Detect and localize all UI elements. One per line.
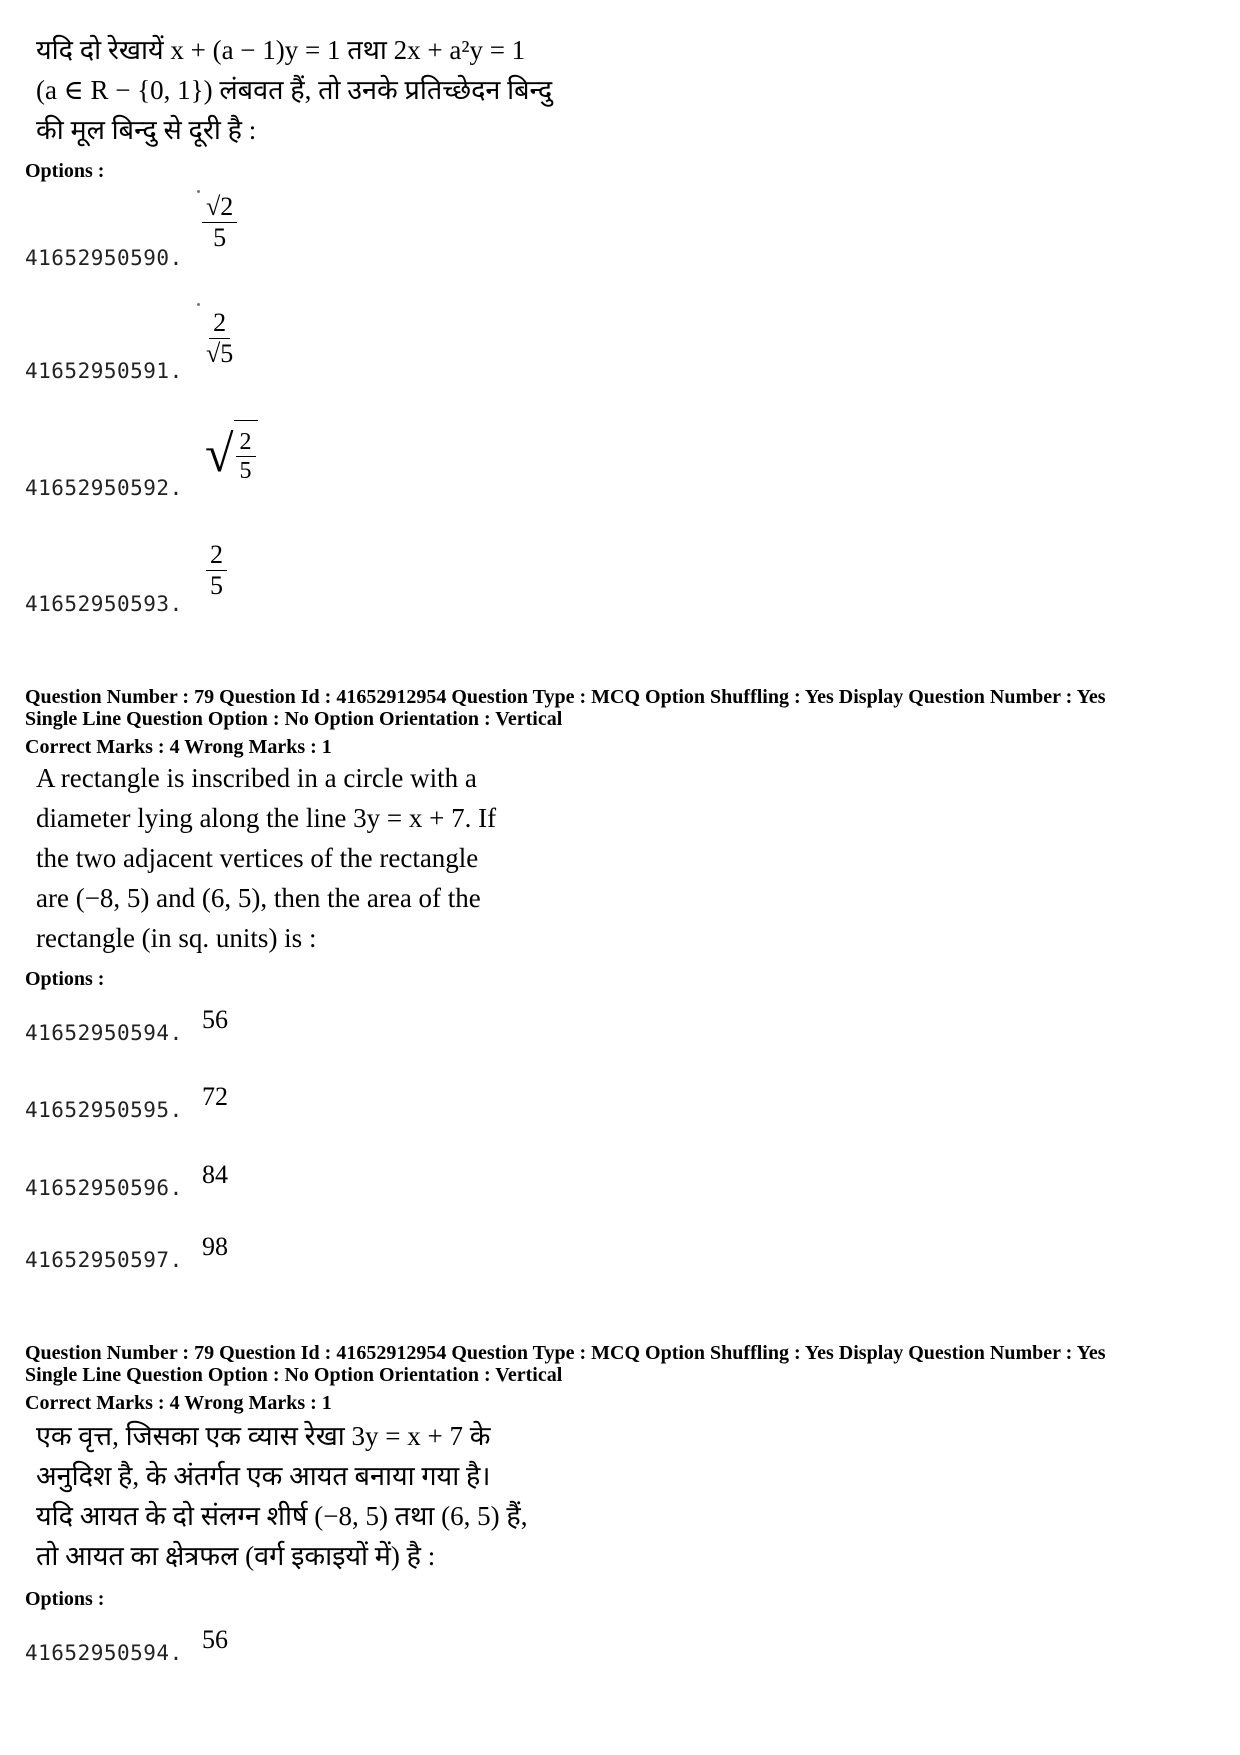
- question-marks: Correct Marks : 4 Wrong Marks : 1: [25, 736, 332, 758]
- option-id: 41652950596.: [25, 1176, 183, 1200]
- question-marks: Correct Marks : 4 Wrong Marks : 1: [25, 1392, 332, 1414]
- question-meta-line: Single Line Question Option : No Option Orientation : Vertical: [25, 1364, 563, 1386]
- option-value: [202, 192, 237, 253]
- question-line: अनुदिश है, के अंतर्गत एक आयत बनाया गया है।: [36, 1461, 491, 1491]
- question-meta-line: Question Number : 79 Question Id : 41652912954 Question Type : MCQ Option Shuffling : Yes Display Question Number : Yes: [25, 1342, 1106, 1364]
- option-value: 72: [202, 1082, 228, 1111]
- fraction-denominator: 5: [239, 458, 252, 484]
- question-line: एक वृत्त, जिसका एक व्यास रेखा 3y = x + 7 के: [36, 1421, 491, 1451]
- question-text-hindi-1: [36, 30, 552, 150]
- fraction-numerator: 2: [209, 308, 230, 339]
- question-meta-line: Question Number : 79 Question Id : 41652912954 Question Type : MCQ Option Shuffling : Yes Display Question Number : Yes: [25, 686, 1106, 708]
- fraction-denominator: √5: [206, 339, 234, 368]
- fraction-numerator: 2: [236, 428, 256, 457]
- square-root: [205, 420, 258, 490]
- question-meta-line: Single Line Question Option : No Option Orientation : Vertical: [25, 708, 563, 730]
- fraction: [202, 308, 237, 369]
- radicand: [234, 420, 258, 490]
- question-line: की मूल बिन्दु से दूरी है :: [36, 115, 257, 145]
- question-text-english: [36, 758, 496, 958]
- option-value: [206, 540, 227, 601]
- option-id: 41652950594.: [25, 1021, 183, 1045]
- fraction-numerator: √2: [202, 192, 237, 223]
- option-id: 41652950595.: [25, 1098, 183, 1122]
- option-id: 41652950592.: [25, 476, 183, 500]
- option-value: [205, 420, 258, 490]
- option-value: 98: [202, 1232, 228, 1261]
- question-line: यदि आयत के दो संलग्न शीर्ष (−8, 5) तथा (6, 5) हैं,: [36, 1501, 528, 1531]
- option-id: 41652950594.: [25, 1641, 183, 1665]
- options-label: Options :: [25, 1588, 105, 1610]
- fraction: [206, 540, 227, 601]
- question-line: are (−8, 5) and (6, 5), then the area of the: [36, 883, 481, 913]
- option-id: 41652950590.: [25, 246, 183, 270]
- option-value: 56: [202, 1005, 228, 1034]
- fraction: [236, 428, 256, 485]
- options-label: Options :: [25, 968, 105, 990]
- fraction: [202, 192, 237, 253]
- option-value: 56: [202, 1625, 228, 1654]
- question-line: rectangle (in sq. units) is :: [36, 923, 317, 953]
- option-value: 84: [202, 1160, 228, 1189]
- option-value: [202, 308, 237, 369]
- option-id: 41652950593.: [25, 592, 183, 616]
- question-line: यदि दो रेखायें x + (a − 1)y = 1 तथा 2x + a²y = 1: [36, 35, 526, 65]
- fraction-numerator: 2: [206, 540, 227, 571]
- question-line: (a ∈ R − {0, 1}) लंबवत हैं, तो उनके प्रतिच्छेदन बिन्दु: [36, 75, 553, 105]
- radical-sign: √: [205, 426, 234, 483]
- fraction-denominator: 5: [210, 571, 223, 600]
- question-line: the two adjacent vertices of the rectangle: [36, 843, 479, 873]
- scan-dot: [197, 190, 200, 193]
- question-line: A rectangle is inscribed in a circle with a: [36, 763, 477, 793]
- question-line: diameter lying along the line 3y = x + 7. If: [36, 803, 497, 833]
- option-id: 41652950597.: [25, 1248, 183, 1272]
- question-text-hindi-2: [36, 1416, 527, 1576]
- question-line: तो आयत का क्षेत्रफल (वर्ग इकाइयों में) है :: [36, 1541, 436, 1571]
- options-label: Options :: [25, 160, 105, 182]
- fraction-denominator: 5: [213, 223, 227, 252]
- option-id: 41652950591.: [25, 359, 183, 383]
- scan-dot: [197, 303, 200, 306]
